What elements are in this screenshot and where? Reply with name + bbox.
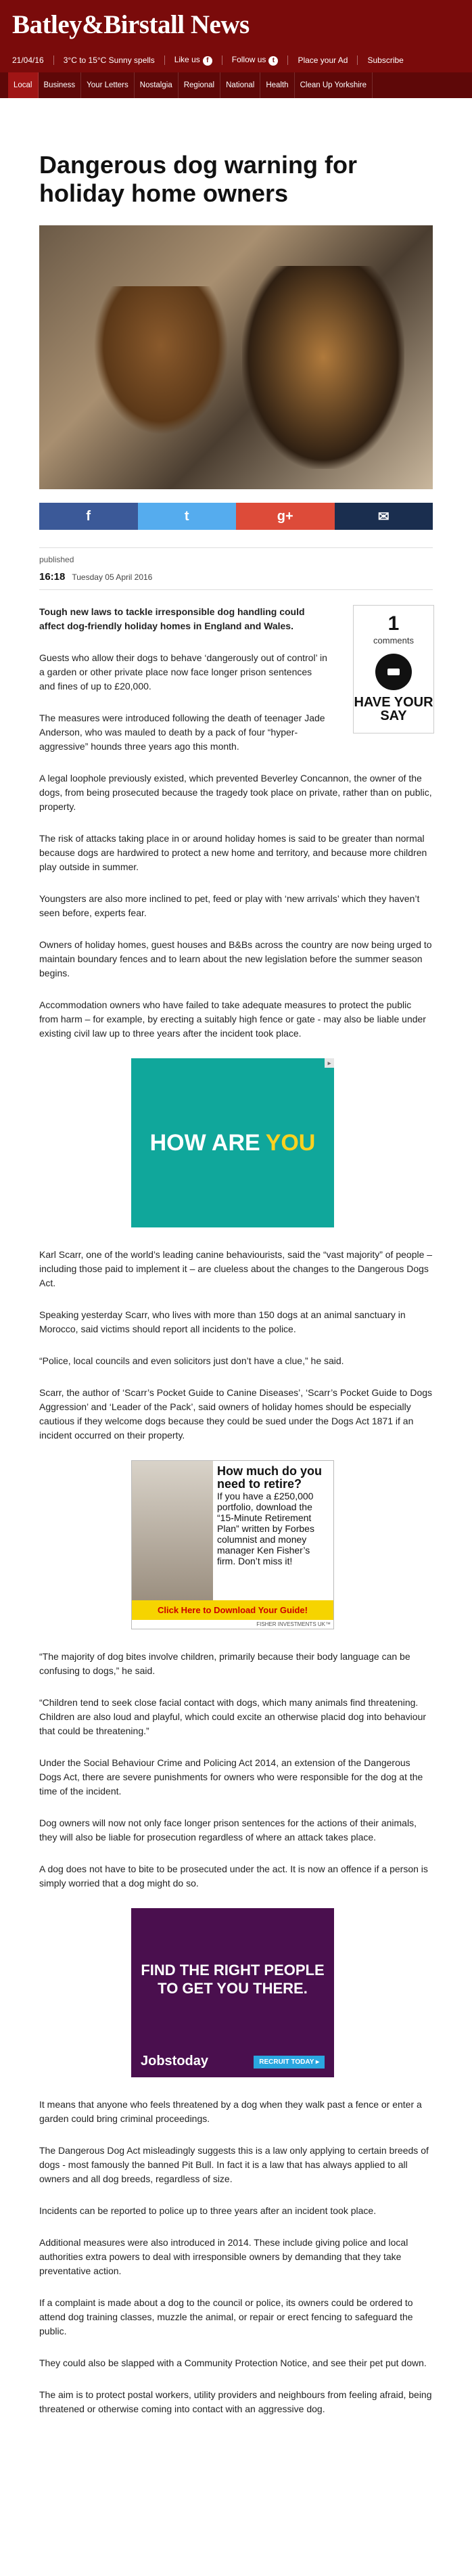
article-paragraph: They could also be slapped with a Community Protection Notice, and see their pet put down.	[39, 2357, 427, 2368]
share-googleplus-button[interactable]	[236, 503, 335, 530]
ad-photo	[132, 1461, 213, 1600]
divider	[164, 55, 165, 65]
article-paragraph: Speaking yesterday Scarr, who lives with more than 150 dogs at an animal sanctuary in Morocco, said victims should report all incidents to the police.	[39, 1309, 406, 1334]
email-icon: ✉	[377, 509, 390, 524]
comments-box[interactable]	[353, 605, 434, 733]
weather-text[interactable]: 3°C to 15°C Sunny spells	[63, 55, 155, 65]
article-paragraph: The measures were introduced following the death of teenager Jade Anderson, who was mauled to death by a pack of four “hyper-aggressive” hounds three years ago this month.	[39, 713, 325, 752]
ad-copy	[213, 1461, 333, 1600]
follow-us-link[interactable]	[232, 55, 279, 66]
follow-us-label: Follow us	[231, 55, 266, 64]
ad-headline: How much do you need to retire?	[217, 1464, 322, 1491]
facebook-icon: f	[86, 508, 91, 524]
article-paragraph: Additional measures were also introduced in 2014. These include giving police and local authorities extra powers to deal with irresponsible owners by demanding that they take preventative action.	[39, 2237, 408, 2276]
ad-text: HOW ARE	[149, 1129, 260, 1156]
ad-content	[132, 1461, 333, 1600]
nav-item-national[interactable]: National	[220, 72, 260, 98]
article-paragraph: Scarr, the author of ‘Scarr’s Pocket Guide to Canine Diseases’, ‘Scarr’s Pocket Guide to Dogs Aggression’ and ‘Leader of the Pack’, said owners of holiday homes should be especially cautious if they welcome dogs because they could be sued under the Dogs Act 1871 if an incident occurred on their property.	[39, 1387, 433, 1441]
article-paragraph: Incidents can be reported to police up to three years after an incident took place.	[39, 2205, 377, 2216]
article-paragraph: Under the Social Behaviour Crime and Policing Act 2014, an extension of the Dangerous Dogs Act, there are severe punishments for owners who were responsible for the dog at the time of the incident.	[39, 1757, 423, 1797]
publication-info	[39, 547, 433, 590]
advert-how-are-you[interactable]	[131, 1058, 334, 1227]
article-paragraph: Accommodation owners who have failed to take adequate measures to protect the public from harm – for example, by erecting a suitably high fence or gate - may also be liable under existing civil law up to three years after the incident took place.	[39, 999, 426, 1039]
twitter-icon: t	[184, 508, 189, 524]
divider	[53, 55, 54, 65]
ad-download-button[interactable]: Click Here to Download Your Guide!	[132, 1600, 333, 1620]
nav-item-clean-up-yorkshire[interactable]: Clean Up Yorkshire	[295, 72, 373, 98]
share-twitter-button[interactable]	[138, 503, 237, 530]
article	[0, 151, 472, 2416]
share-facebook-button[interactable]	[39, 503, 138, 530]
published-date: Tuesday 05 April 2016	[72, 572, 153, 582]
article-body	[39, 605, 433, 2416]
nav-item-business[interactable]: Business	[39, 72, 82, 98]
article-paragraph: The Dangerous Dog Act misleadingly suggests this is a law only applying to certain breeds of dogs - most famously the banned Pit Bull. In fact it is a law that has always applied to all owners and all dog breeds, regardless of size.	[39, 2145, 429, 2184]
place-ad-link[interactable]: Place your Ad	[298, 55, 348, 65]
speech-bubble-icon	[375, 654, 412, 690]
ad-footer: FISHER INVESTMENTS UK™	[256, 1621, 331, 1627]
recruit-today-button[interactable]: RECRUIT TODAY ▸	[254, 2056, 325, 2069]
like-us-label: Like us	[174, 55, 200, 64]
article-paragraph: The risk of attacks taking place in or around holiday homes is said to be greater than normal because dogs are hardwired to protect a new home and territory, and because more children play outside in summer.	[39, 833, 427, 872]
divider	[357, 55, 358, 65]
article-paragraph: “Children tend to seek close facial contact with dogs, which many animals find threatening. Children are also loud and playful, which could excite an otherwise placid dog into behaviour that could be threatening.”	[39, 1697, 427, 1736]
advert-jobstoday[interactable]	[131, 1908, 334, 2077]
article-paragraph: A legal loophole previously existed, which prevented Beverley Concannon, the owner of the dogs, from being prosecuted because the tragedy took place on private, rather than on public, property.	[39, 773, 432, 812]
article-paragraph: It means that anyone who feels threatened by a dog when they walk past a fence or enter a garden could bring criminal proceedings.	[39, 2099, 422, 2124]
nav-item-nostalgia[interactable]: Nostalgia	[135, 72, 179, 98]
site-logo[interactable]: Batley&Birstall News	[12, 10, 250, 39]
ad-headline: FIND THE RIGHT PEOPLE TO GET YOU THERE.	[141, 1962, 325, 1997]
ad-body: If you have a £250,000 portfolio, download the “15-Minute Retirement Plan” written by Forbes columnist and money manager Ken Fisher’s firm. Don’t miss it!	[217, 1491, 314, 1566]
article-paragraph: “The majority of dog bites involve children, primarily because their body language can be confusing to dogs,” he said.	[39, 1651, 410, 1676]
top-bar	[12, 55, 460, 66]
hero-image[interactable]	[39, 225, 433, 489]
article-lead: Tough new laws to tackle irresponsible dog handling could affect dog-friendly holiday homes in England and Wales.	[39, 606, 305, 631]
comment-label: comments	[373, 635, 414, 646]
published-timestamp	[39, 571, 433, 590]
article-paragraph: If a complaint is made about a dog to the council or police, its owners could be ordered to attend dog training classes, muzzle the animal, or repair or erect fencing to safeguard the public.	[39, 2297, 413, 2336]
subscribe-link[interactable]: Subscribe	[367, 55, 404, 65]
share-email-button[interactable]	[335, 503, 433, 530]
published-time: 16:18	[39, 571, 66, 583]
article-headline: Dangerous dog warning for holiday home owners	[39, 151, 358, 207]
comment-count: 1	[387, 612, 400, 635]
article-paragraph: “Police, local councils and even solicitors just don’t have a clue,” he said.	[39, 1355, 344, 1366]
facebook-icon: f	[203, 56, 212, 66]
article-paragraph: Owners of holiday homes, guest houses and B&Bs across the country are now being urged to maintain boundary fences and to learn about the new legislation before the summer season begins.	[39, 939, 432, 978]
ad-text-highlight: YOU	[265, 1129, 316, 1156]
dog-shape	[242, 266, 404, 469]
current-date: 21/04/16	[12, 55, 44, 65]
masthead	[0, 0, 472, 98]
nav-item-your-letters[interactable]: Your Letters	[81, 72, 135, 98]
adchoices-icon[interactable]: ▸	[325, 1058, 334, 1068]
have-your-say-button[interactable]: HAVE YOUR SAY	[354, 695, 433, 723]
jobstoday-logo: Jobstoday	[141, 2054, 209, 2069]
nav-item-regional[interactable]: Regional	[179, 72, 220, 98]
main-nav	[0, 72, 472, 98]
article-paragraph: Youngsters are also more inclined to pet, feed or play with ‘new arrivals’ which they haven’t seen before, experts fear.	[39, 893, 420, 918]
divider	[287, 55, 288, 65]
nav-item-local[interactable]: Local	[8, 72, 39, 98]
article-paragraph: The aim is to protect postal workers, utility providers and neighbours from feeling afraid, being threatened or otherwise coming into contact with an aggressive dog.	[39, 2389, 432, 2414]
googleplus-icon: g+	[277, 508, 293, 524]
article-paragraph: Karl Scarr, one of the world’s leading canine behaviourists, said the “vast majority” of people – including those paid to implement it – are clueless about the changes to the Dangerous Dogs Act.	[39, 1249, 433, 1288]
nav-item-health[interactable]: Health	[260, 72, 294, 98]
share-bar	[39, 503, 433, 530]
article-paragraph: Dog owners will now not only face longer prison sentences for the actions of their animals, they will also be liable for prosecution regardless of where an attack takes place.	[39, 1817, 417, 1843]
twitter-icon: t	[268, 56, 278, 66]
dog-shape	[93, 286, 229, 435]
article-paragraph: A dog does not have to bite to be prosecuted under the act. It is now an offence if a person is simply worried that a dog might do so.	[39, 1863, 428, 1889]
advert-retirement[interactable]	[131, 1460, 334, 1629]
like-us-link[interactable]	[174, 55, 212, 66]
article-paragraph: Guests who allow their dogs to behave ‘dangerously out of control’ in a garden or other private place now face longer prison sentences and fines of up to £20,000.	[39, 652, 327, 692]
published-label: published	[39, 555, 74, 564]
